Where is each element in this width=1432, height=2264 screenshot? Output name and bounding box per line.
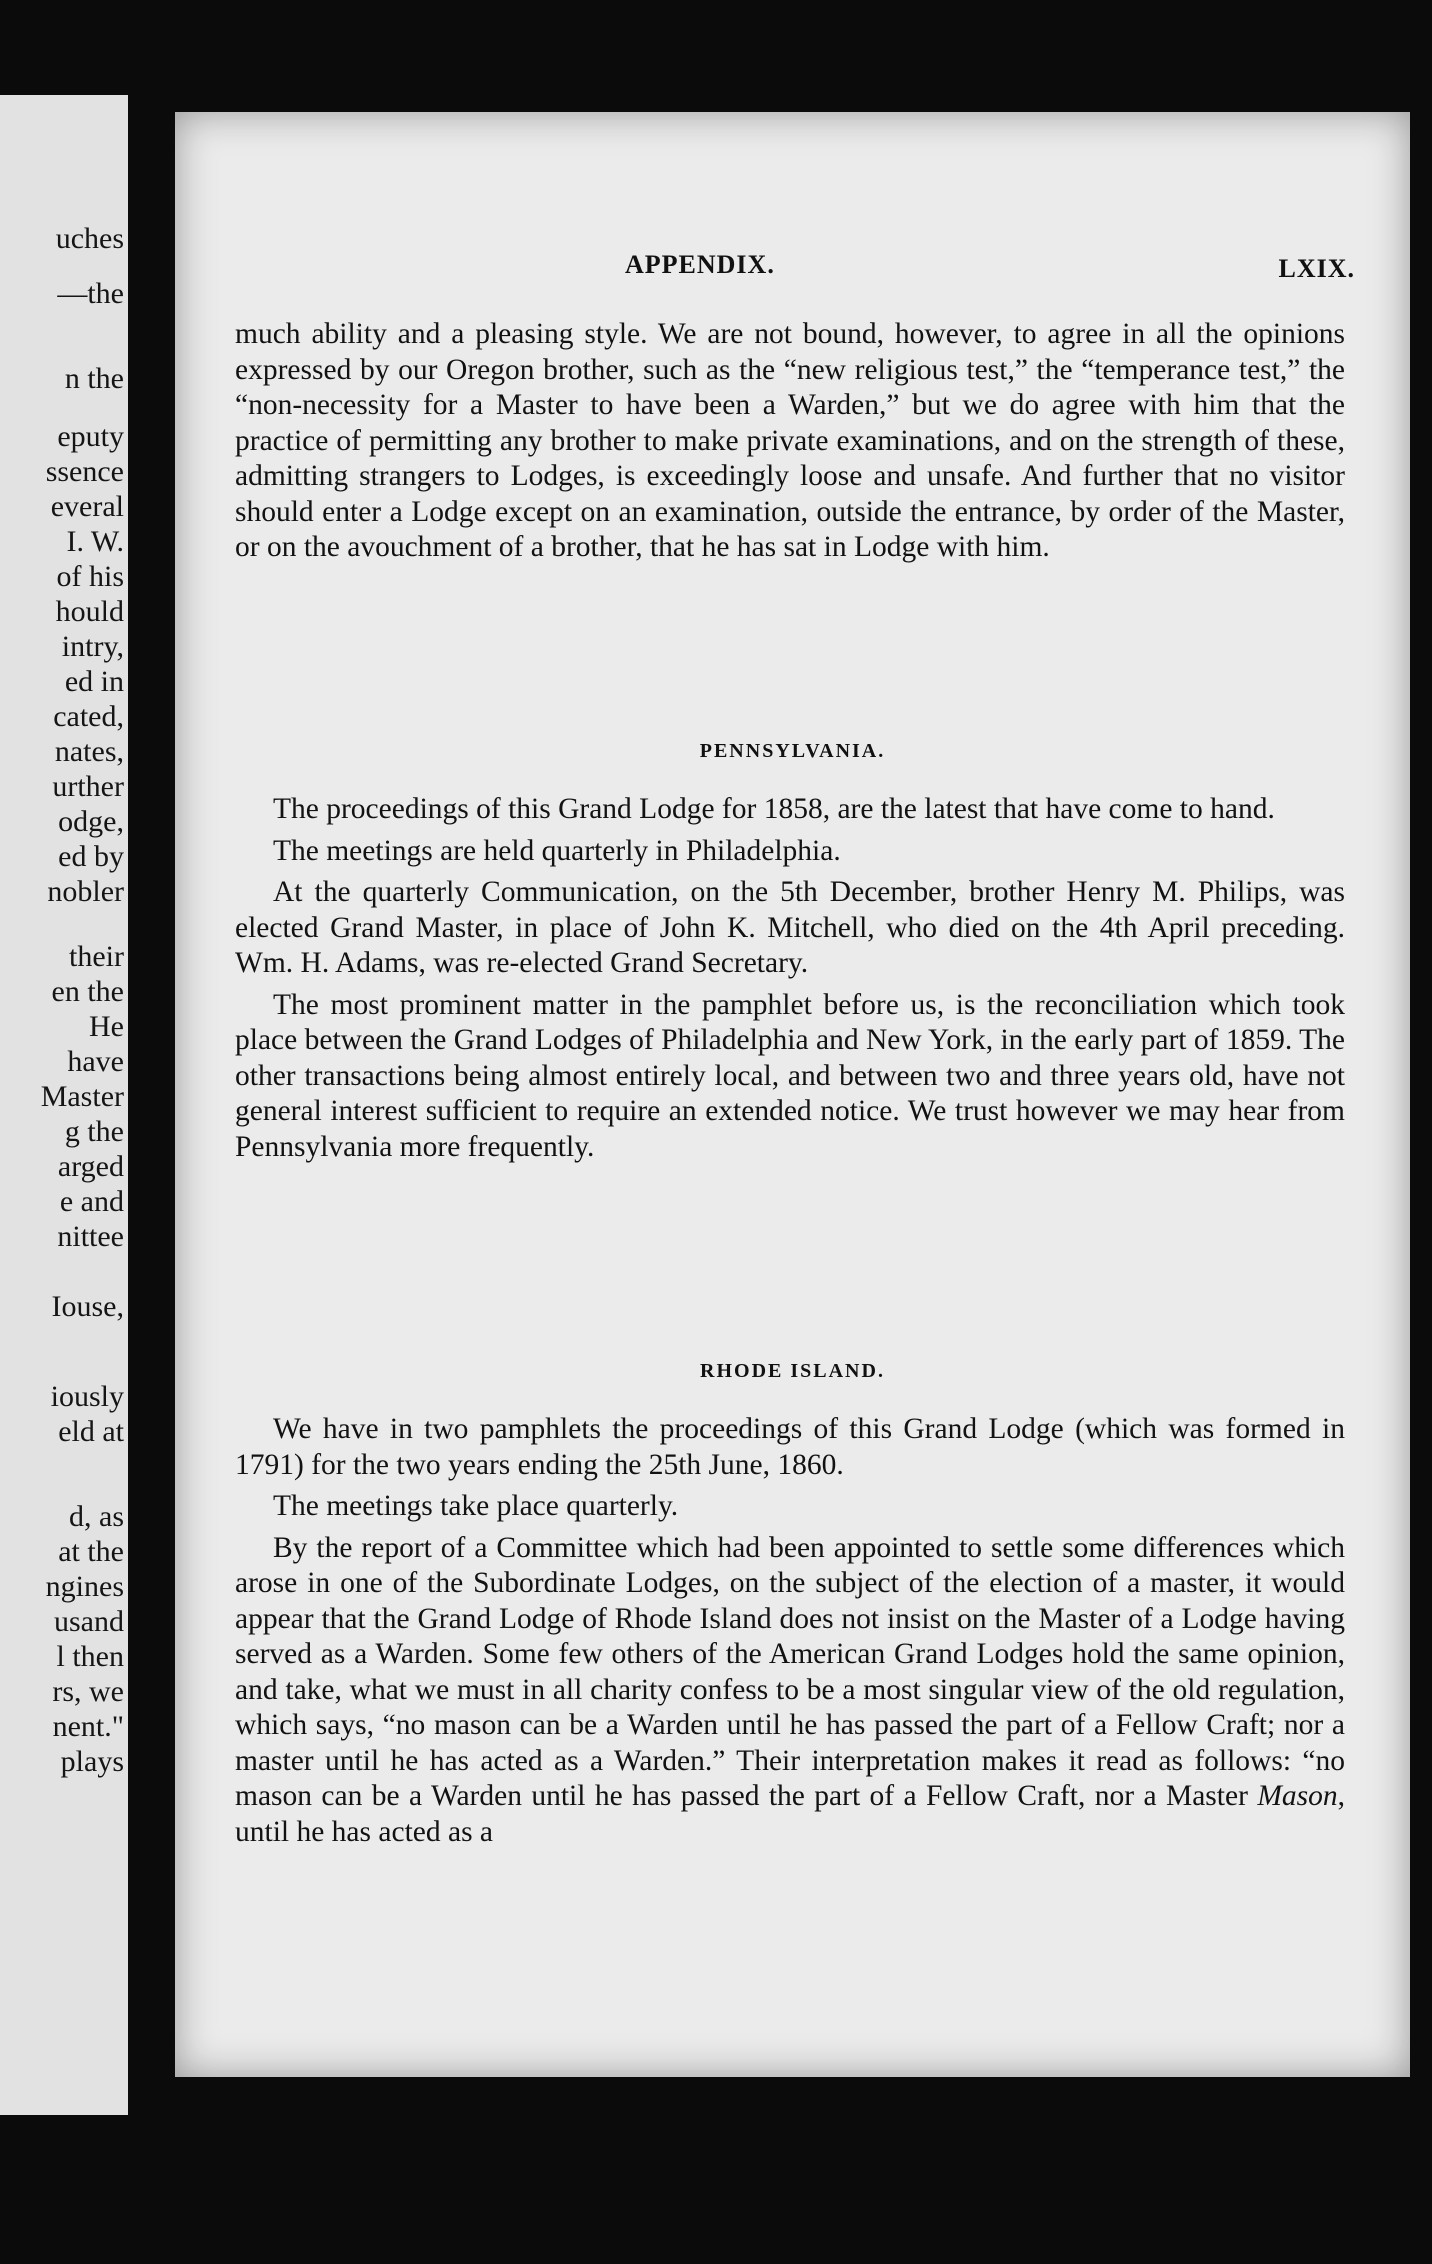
- left-fragment: g the: [64, 1115, 124, 1148]
- left-fragment: eputy: [57, 420, 124, 453]
- left-fragment: intry,: [61, 630, 124, 663]
- book-page: [175, 112, 1410, 2077]
- italic-word: Mason: [1257, 1780, 1338, 1812]
- left-fragment: Iouse,: [51, 1290, 124, 1323]
- left-fragment: hould: [55, 595, 124, 628]
- paragraph: The proceedings of this Grand Lodge for 1858, are the latest that have come to hand.: [273, 793, 1275, 825]
- left-fragment: have: [67, 1045, 124, 1078]
- paragraph: The meetings are held quarterly in Philadelphia.: [273, 834, 841, 867]
- left-fragment: I. W.: [66, 525, 124, 558]
- rhode-island-section: [235, 1412, 1345, 1850]
- oregon-continuation: [235, 317, 1345, 566]
- left-fragment: —the: [57, 277, 124, 310]
- left-fragment: arged: [57, 1150, 124, 1183]
- left-fragment: l then: [56, 1640, 124, 1673]
- left-fragment: Master: [40, 1080, 124, 1113]
- running-title: APPENDIX.: [625, 250, 775, 279]
- paragraph: The meetings take place quarterly.: [273, 1490, 679, 1522]
- left-fragment: nobler: [47, 875, 124, 908]
- left-fragment: n the: [64, 362, 124, 395]
- section-heading-rhode-island: RHODE ISLAND.: [700, 1360, 885, 1382]
- left-fragment: eld at: [58, 1415, 124, 1448]
- paragraph: We have in two pamphlets the proceedings of this Grand Lodge (which was formed in 1791) for the two years ending the 25th June, 1860.: [235, 1413, 1345, 1481]
- paragraph: [235, 1531, 1345, 1851]
- left-fragment: en the: [51, 975, 124, 1008]
- left-fragment: nittee: [57, 1220, 124, 1253]
- left-fragment: uches: [55, 222, 124, 255]
- page-number: LXIX.: [1278, 254, 1355, 283]
- left-fragment: cated,: [53, 700, 124, 733]
- paragraph-tail: , until he has acted as a: [235, 1780, 1345, 1848]
- left-fragment: rs, we: [52, 1675, 124, 1708]
- left-fragment: urther: [52, 770, 124, 803]
- left-fragment: nent.": [52, 1710, 124, 1743]
- left-fragment: d, as: [69, 1500, 124, 1533]
- left-fragment: odge,: [58, 805, 124, 838]
- left-fragment: ed in: [64, 665, 124, 698]
- left-fragment: of his: [56, 560, 124, 593]
- paragraph: At the quarterly Communication, on the 5th December, brother Henry M. Philips, was elected Grand Master, in place of John K. Mitchell, who died on the 4th April preceding. Wm. H. Adams, was re-elected Grand Secretary.: [235, 876, 1345, 979]
- left-fragment: ngines: [45, 1570, 124, 1603]
- running-header: [175, 250, 1410, 290]
- left-fragment: usand: [54, 1605, 124, 1638]
- paragraph: The most prominent matter in the pamphlet before us, is the reconciliation which took place between the Grand Lodges of Philadelphia and New York, in the early part of 1859. The other transactions being almost entirely local, and between two and three years old, have not general interest sufficient to require an extended notice. We trust however we may hear from Pennsylvania more frequently.: [235, 988, 1345, 1163]
- left-fragment: iously: [50, 1380, 124, 1413]
- left-fragment: their: [69, 940, 124, 973]
- adjacent-page-strip: [0, 95, 128, 2115]
- left-fragment: e and: [59, 1185, 124, 1218]
- left-fragment: He: [89, 1010, 124, 1043]
- left-fragment: plays: [60, 1745, 124, 1778]
- paragraph: much ability and a pleasing style. We are not bound, however, to agree in all the opinions expressed by our Oregon brother, such as the “new religious test,” the “temperance test,” the “non-necessity for a Master to have been a Warden,” but we do agree with him that the practice of permitting any brother to make private examinations, and on the strength of these, admitting strangers to Lodges, is exceedingly loose and unsafe. And further that no visitor should enter a Lodge except on an examination, outside the entrance, by order of the Master, or on the avouchment of a brother, that he has sat in Lodge with him.: [235, 318, 1345, 563]
- left-fragment: ed by: [58, 840, 124, 873]
- left-fragment: at the: [58, 1535, 124, 1568]
- left-fragment: nates,: [54, 735, 124, 768]
- left-fragment: everal: [50, 490, 124, 523]
- section-heading-pennsylvania: PENNSYLVANIA.: [699, 740, 886, 762]
- left-fragment: ssence: [45, 455, 124, 488]
- pennsylvania-section: [235, 792, 1345, 1165]
- paragraph-text: By the report of a Committee which had been appointed to settle some differences which arose in one of the Subordinate Lodges, on the subject of the election of a master, it would appear that the Grand Lodge of Rhode Island does not insist on the Master of a Lodge having served as a Warden. Some few others of the American Grand Lodges hold the same opinion, and take, what we must in all charity confess to be a most singular view of the old regulation, which says, “no mason can be a Warden until he has passed the part of a Fellow Craft; nor a master until he has acted as a Warden.” Their interpretation makes it read as follows: “no mason can be a Warden until he has passed the part of a Fellow Craft, nor a Master: [235, 1531, 1345, 1812]
